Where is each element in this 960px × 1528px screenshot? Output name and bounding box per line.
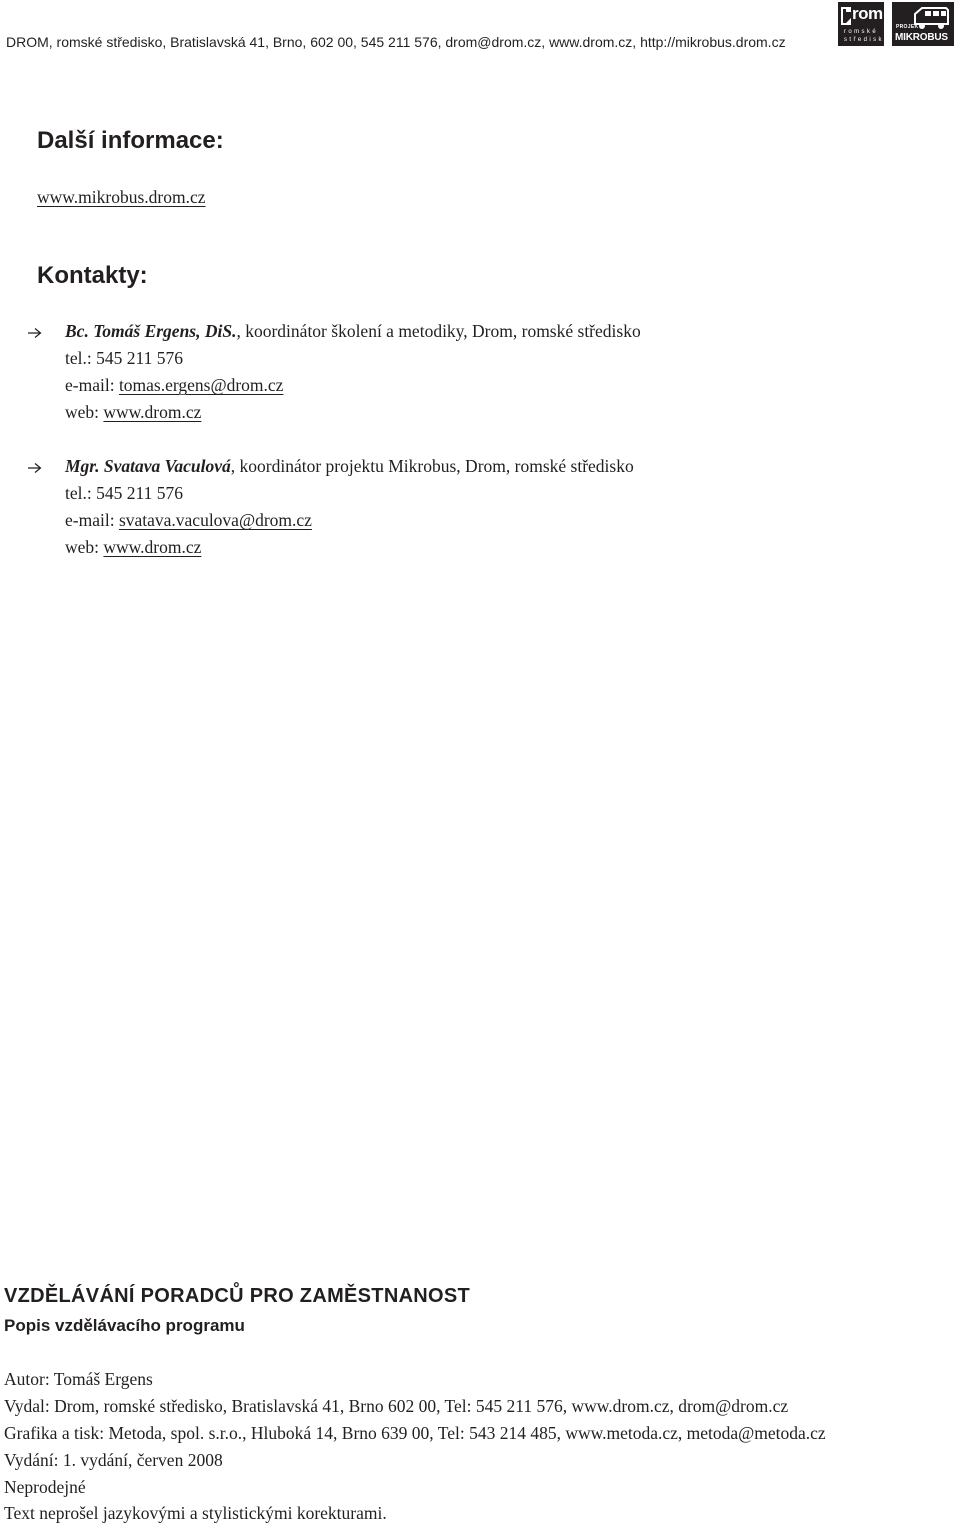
mikrobus-logo (892, 2, 954, 46)
contact-2-tel: 545 211 576 (96, 483, 183, 503)
contact-1-tel: 545 211 576 (96, 348, 183, 368)
contact-1-email-link[interactable]: tomas.ergens@drom.cz (118, 375, 284, 395)
drom-logo-sub2: středisko (844, 37, 890, 43)
email-label: e-mail: (65, 375, 119, 395)
contact-1-name: Bc. Tomáš Ergens, DiS. (65, 321, 237, 341)
mikrobus-logo-label: PROJEKT (896, 24, 922, 30)
colophon-print: Grafika a tisk: Metoda, spol. s.r.o., Hluboká 14, Brno 639 00, Tel: 543 214 485, www.metoda.cz, metoda@metoda.cz (4, 1423, 826, 1443)
arrow-right-icon (27, 462, 43, 474)
contact-1-tel-line (65, 348, 183, 369)
contact-2-role: , koordinátor projektu Mikrobus, Drom, romské středisko (230, 456, 634, 476)
contact-2-web-link[interactable]: www.drom.cz (103, 537, 202, 557)
contact-1-email-line (65, 375, 283, 396)
contact-2-email-link[interactable]: svatava.vaculova@drom.cz (118, 510, 312, 530)
web-label: web: (65, 537, 104, 557)
tel-label: tel.: (65, 483, 97, 503)
colophon-note: Text neprošel jazykovými a stylistickými korekturami. (4, 1503, 387, 1523)
more-info-link[interactable]: www.mikrobus.drom.cz (37, 187, 206, 207)
email-label: e-mail: (65, 510, 119, 530)
colophon-edition: Vydání: 1. vydání, červen 2008 (4, 1450, 223, 1470)
web-label: web: (65, 402, 104, 422)
colophon-title: VZDĚLÁVÁNÍ PORADCŮ PRO ZAMĚSTNANOST (4, 1285, 471, 1307)
arrow-right-icon (27, 327, 43, 339)
drom-logo (838, 2, 890, 46)
contact-1-web-link[interactable]: www.drom.cz (103, 402, 202, 422)
drom-logo-sub1: romské (844, 29, 879, 35)
drom-logo-word: rom (852, 4, 883, 23)
more-info-heading: Další informace: (37, 127, 224, 154)
colophon-not-for-sale: Neprodejné (4, 1477, 86, 1497)
contact-2-email-line (65, 510, 312, 531)
mikrobus-logo-name: MIKROBUS (895, 32, 948, 43)
colophon-author: Autor: Tomáš Ergens (4, 1369, 153, 1389)
contact-2-name: Mgr. Svatava Vaculová (65, 456, 231, 476)
colophon-subtitle: Popis vzdělávacího programu (4, 1316, 245, 1335)
contact-1-web-line (65, 402, 201, 423)
contact-2-tel-line (65, 483, 183, 504)
contacts-heading: Kontakty: (37, 262, 148, 289)
colophon-publisher: Vydal: Drom, romské středisko, Bratislavská 41, Brno 602 00, Tel: 545 211 576, www.drom.cz, drom@drom.cz (4, 1396, 789, 1416)
contact-1-role: , koordinátor školení a metodiky, Drom, romské středisko (236, 321, 641, 341)
tel-label: tel.: (65, 348, 97, 368)
header-address: DROM, romské středisko, Bratislavská 41, Brno, 602 00, 545 211 576, drom@drom.cz, www.drom.cz, http://mikrobus.drom.cz (6, 34, 786, 50)
contact-1-line (65, 321, 641, 342)
contact-2-web-line (65, 537, 201, 558)
contact-2-line (65, 456, 634, 477)
drom-d-mark-icon (840, 6, 852, 26)
